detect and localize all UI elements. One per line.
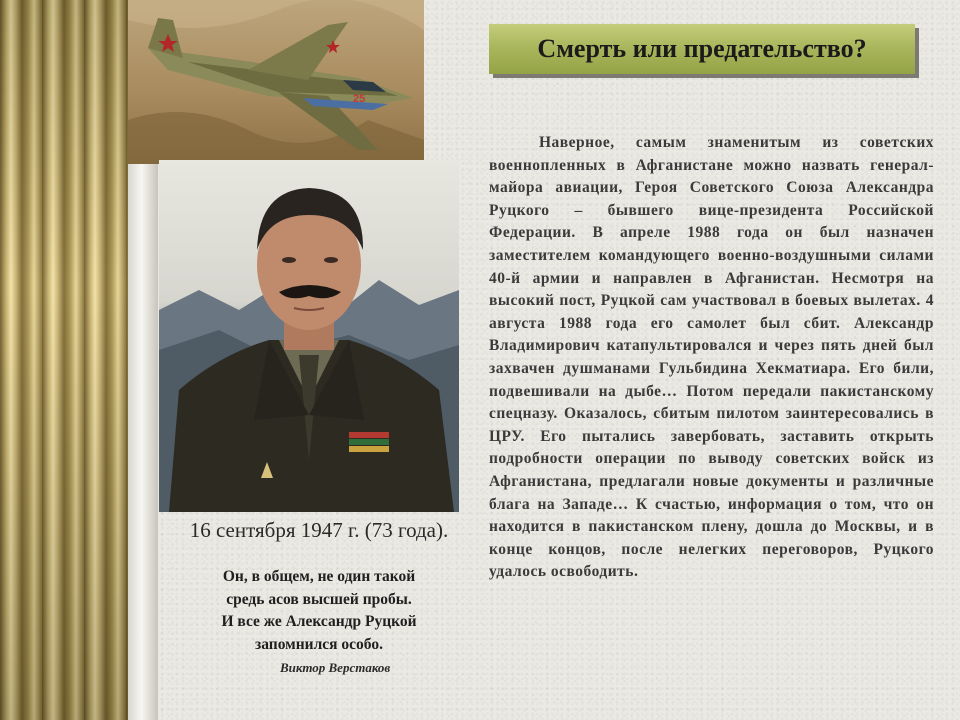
portrait-photo: [159, 160, 459, 512]
jet-illustration: [128, 0, 424, 164]
curtain-shading: [0, 0, 128, 720]
title-banner: [489, 24, 915, 74]
quote-line: запомнился особо.: [255, 635, 383, 653]
svg-text:25: 25: [353, 93, 366, 105]
portrait-illustration: [159, 160, 459, 512]
poem-quote: [180, 566, 458, 656]
quote-line: средь асов высшей пробы.: [226, 590, 412, 608]
quote-line: Он, в общем, не один такой: [222, 568, 416, 585]
slide-title: Смерть или предательство?: [537, 34, 867, 63]
quote-author: Виктор Верстаков: [280, 660, 391, 675]
jet-photo: [128, 0, 424, 164]
biography-text: Наверное, самым знаменитым из советских военнопленных в Афганистане можно назвать генерал-майора авиации, Героя Советского Союза Александра Руцкого – бывшего вице-президента Российской Федерации. В апреле 1988 года он был назначен заместителем командующего военно-воздушными силами 40-й армии и направлен в Афганистан. Несмотря на высокий пост, Руцкой сам участвовал в боевых вылетах. 4 августа 1988 года его самолет был сбит. Александр Владимирович катапультировался и через пять дней был захвачен душманами Гульбидина Хекматиара. Его били, подвешивали на дыбе… Потом передали пакистанскому спецназу. Оказалось, сбитым пилотом заинтересовались в ЦРУ. Его пытались завербовать, заставить открыть подробности операции по выводу советских войск из Афганистана, предлагали новые документы и различные блага на Западе… К счастью, информация о том, что он находится в пакистанском плену, дошла до Москвы, и в конце концов, после нелегких переговоров, Руцкого удалось освободить.: [489, 134, 934, 581]
birth-date-caption: 16 сентября 1947 г. (73 года).: [189, 518, 449, 542]
quote-line: И все же Александр Руцкой: [221, 613, 417, 630]
